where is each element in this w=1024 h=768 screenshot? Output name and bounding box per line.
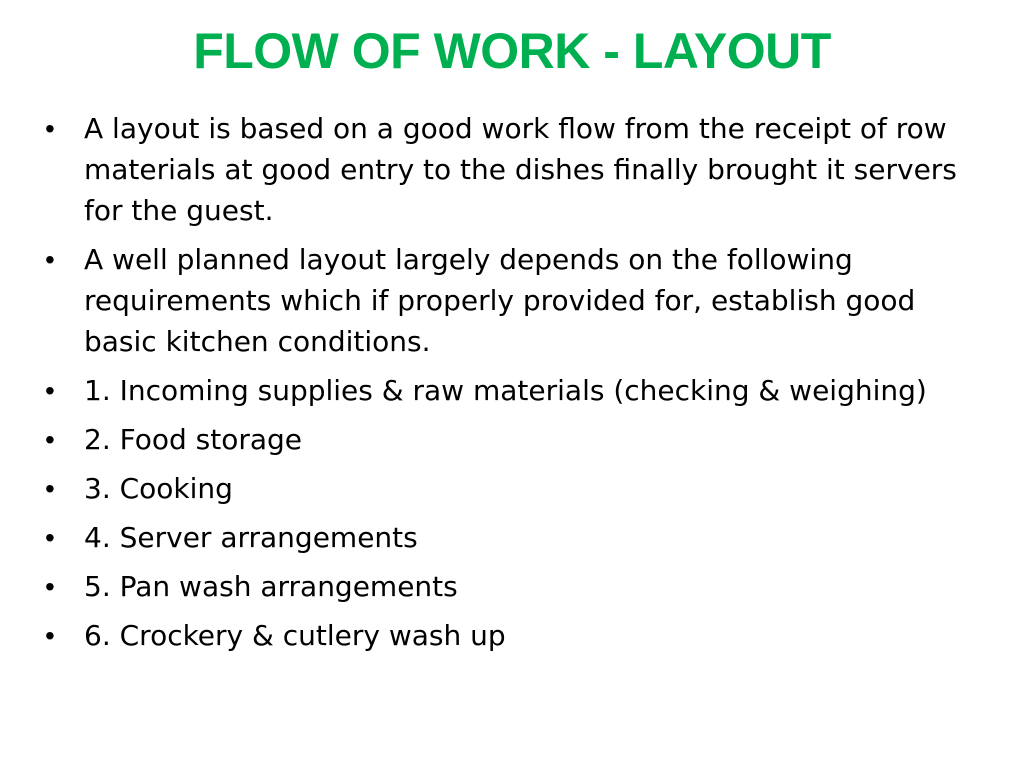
bullet-dot-icon: • xyxy=(45,620,55,651)
bullet-text: 1. Incoming supplies & raw materials (checking & weighing) xyxy=(84,374,927,407)
bullet-text: A layout is based on a good work flow from the receipt of row materials at good entry to the dishes finally brought it servers for the guest. xyxy=(84,112,957,227)
bullet-item xyxy=(45,566,985,607)
slide-title: FLOW OF WORK - LAYOUT xyxy=(193,23,831,79)
bullet-item xyxy=(45,370,985,411)
bullet-item xyxy=(45,108,985,231)
bullet-dot-icon: • xyxy=(45,113,55,144)
bullet-item xyxy=(45,615,985,656)
bullet-list xyxy=(45,108,985,664)
bullet-text: 5. Pan wash arrangements xyxy=(84,570,458,603)
bullet-dot-icon: • xyxy=(45,571,55,602)
bullet-item xyxy=(45,517,985,558)
bullet-dot-icon: • xyxy=(45,473,55,504)
bullet-dot-icon: • xyxy=(45,522,55,553)
bullet-text: 2. Food storage xyxy=(84,423,303,456)
bullet-dot-icon: • xyxy=(45,244,55,275)
bullet-item xyxy=(45,239,985,362)
bullet-item xyxy=(45,468,985,509)
bullet-dot-icon: • xyxy=(45,375,55,406)
bullet-item xyxy=(45,419,985,460)
bullet-text: 6. Crockery & cutlery wash up xyxy=(84,619,506,652)
bullet-dot-icon: • xyxy=(45,424,55,455)
bullet-text: 3. Cooking xyxy=(84,472,233,505)
bullet-text: 4. Server arrangements xyxy=(84,521,418,554)
bullet-text: A well planned layout largely depends on the following requirements which if properly provided for, establish good basic kitchen conditions. xyxy=(84,243,916,358)
